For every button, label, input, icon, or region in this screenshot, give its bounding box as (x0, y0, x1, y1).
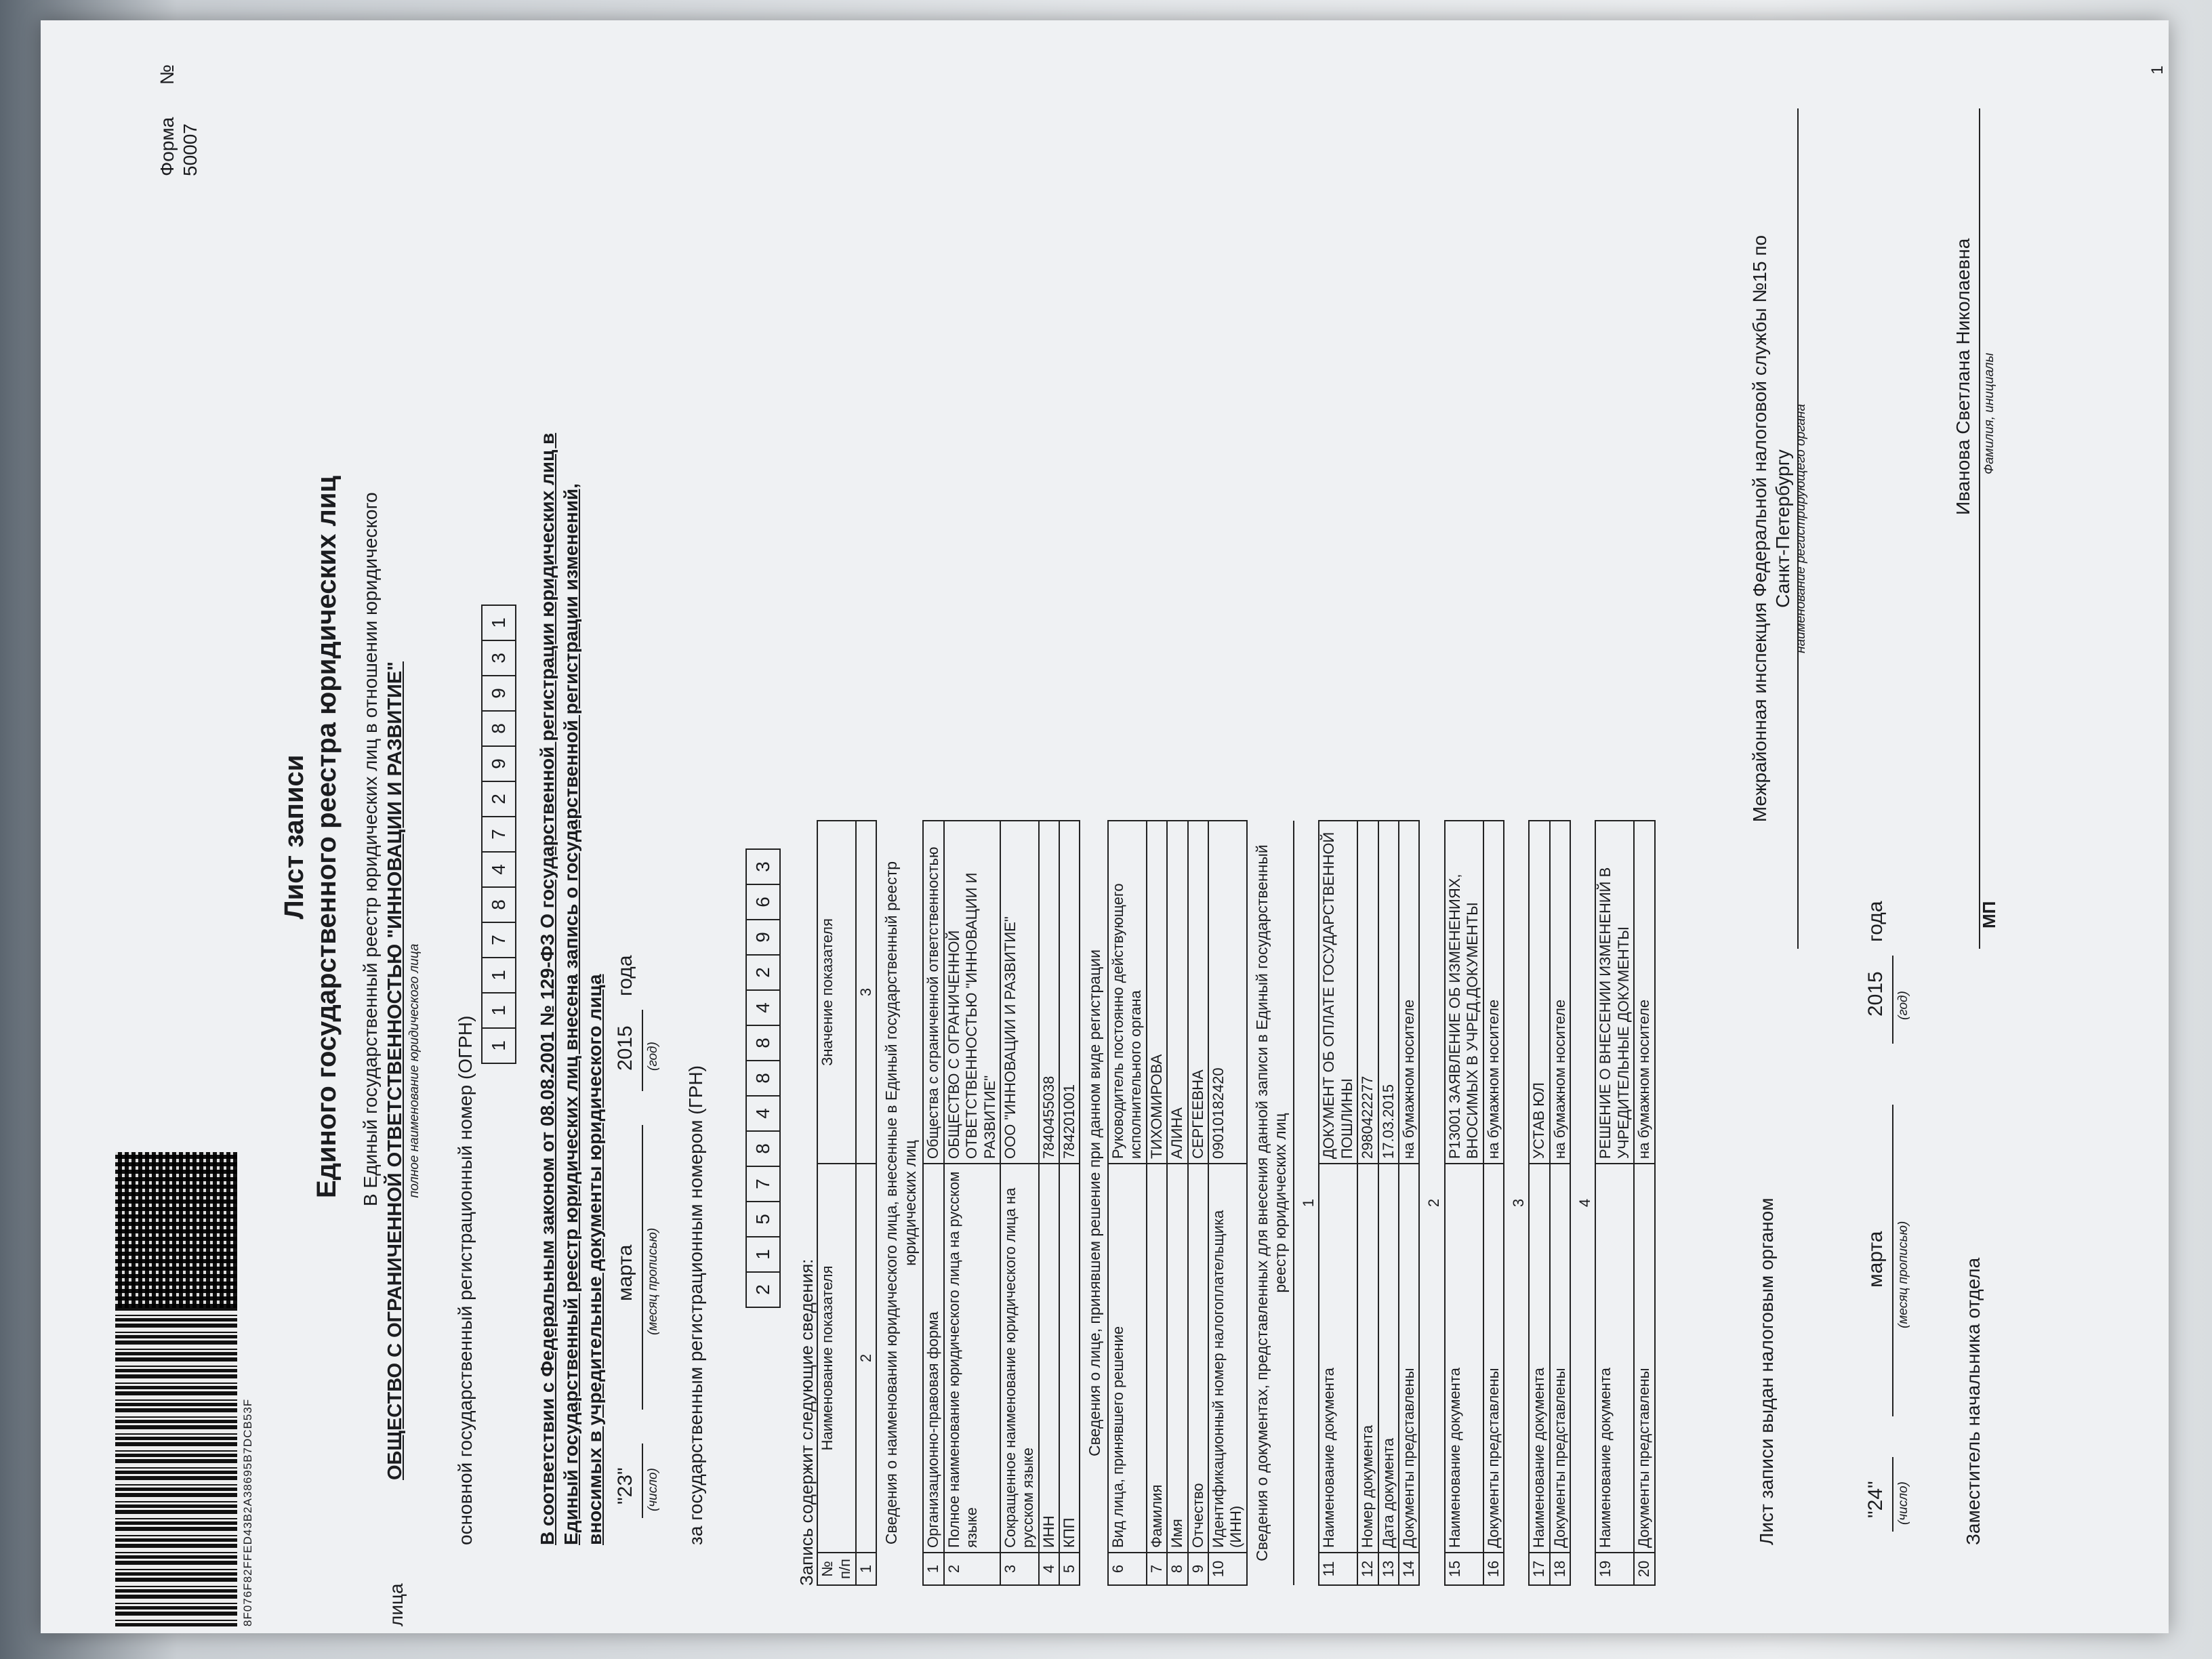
row-number: 17 (1529, 1553, 1549, 1585)
row-value: ООО "ИННОВАЦИИ И РАЗВИТИЕ" (1000, 821, 1039, 1164)
issue-year-caption: (год) (1896, 991, 1910, 1020)
names-table (922, 820, 1080, 1586)
document-sheet (41, 20, 2169, 1633)
row-value: Руководитель постоянно действующего исполнительного органа (1108, 821, 1147, 1164)
table-row (1634, 821, 1654, 1585)
col-num: № п/п (817, 1553, 856, 1585)
reg-day-caption: (число) (646, 1468, 660, 1511)
issue-year: 2015 (1864, 971, 1887, 1017)
row-value: ТИХОМИРОВА (1147, 821, 1167, 1164)
form-label-text: Форма (157, 117, 178, 176)
ogrn-digit: 7 (481, 816, 516, 853)
doc-group-4: 4 (1570, 821, 1595, 1585)
row-number: 9 (1188, 1553, 1208, 1585)
signer-position: Заместитель начальника отдела (1963, 1257, 1984, 1545)
row-name: Имя (1167, 1164, 1187, 1553)
table-row (1483, 821, 1504, 1585)
grn-digit: 4 (745, 1095, 781, 1132)
row-name: Организационно-правовая форма (923, 1164, 943, 1553)
doc-group-3: 3 (1504, 821, 1529, 1585)
ogrn-digit: 4 (481, 851, 516, 888)
table-row (1167, 821, 1187, 1585)
row-value: СЕРГЕЕВНА (1188, 821, 1208, 1164)
law-line1: В соответствии с Федеральным законом от 08.08.2001 № 129-ФЗ О государственной регистрации юридических лиц в (537, 432, 558, 1545)
row-name: Вид лица, принявшего решение (1108, 1164, 1147, 1553)
grn-label: за государственным регистрационным номером (ГРН) (685, 1065, 706, 1545)
reg-year-suffix: года (614, 955, 636, 996)
row-name: Отчество (1188, 1164, 1208, 1553)
row-number: 19 (1595, 1553, 1634, 1585)
table-row (1529, 821, 1549, 1585)
grn-digit: 8 (745, 1060, 781, 1097)
company-full-name: ОБЩЕСТВО С ОГРАНИЧЕННОЙ ОТВЕТСТВЕННОСТЬЮ "ИННОВАЦИИ И РАЗВИТИЕ" (384, 661, 406, 1480)
row-name: Фамилия (1147, 1164, 1167, 1553)
authority-caption: наименование регистрирующего органа (1794, 404, 1809, 653)
issue-day-caption: (число) (1896, 1481, 1910, 1525)
doc-group-1: 1 (1294, 821, 1319, 1585)
row-value: АЛИНА (1167, 821, 1187, 1164)
signer-caption: Фамилия, инициалы (1982, 352, 1996, 474)
grn-digits (745, 850, 781, 1308)
row-name: Полное наименование юридического лица на русском языке (944, 1164, 1000, 1553)
ogrn-digit: 3 (481, 640, 516, 676)
barcode (115, 1139, 258, 1626)
table-row (1378, 821, 1399, 1585)
row-name: КПП (1059, 1164, 1080, 1553)
reg-month: марта (614, 1244, 636, 1301)
documents-table (1293, 820, 1656, 1586)
row-number: 8 (1167, 1553, 1187, 1585)
row-number: 13 (1378, 1553, 1399, 1585)
section-title-names: Сведения о наименовании юридического лица, внесенные в Единый государственный реестр юридических лиц (882, 861, 919, 1545)
row-number: 12 (1357, 1553, 1378, 1585)
record-table-block (817, 820, 1656, 1586)
row-number: 16 (1483, 1553, 1504, 1585)
reg-year: 2015 (614, 1025, 636, 1071)
ogrn-digit: 8 (481, 886, 516, 923)
row-value: Р13001 ЗАЯВЛЕНИЕ ОБ ИЗМЕНЕНИЯХ, ВНОСИМЫХ В УЧРЕД.ДОКУМЕНТЫ (1445, 821, 1483, 1164)
table-row (1357, 821, 1378, 1585)
row-number: 6 (1108, 1553, 1147, 1585)
row-value: УСТАВ ЮЛ (1529, 821, 1549, 1164)
table-row (1059, 821, 1080, 1585)
col-idx-1: 1 (856, 1553, 876, 1585)
company-caption: полное наименование юридического лица (407, 943, 422, 1198)
table-row (1550, 821, 1570, 1585)
issued-label: Лист записи выдан налоговым органом (1756, 1197, 1777, 1545)
row-value: на бумажном носителе (1399, 821, 1419, 1164)
reg-day: "23" (614, 1467, 636, 1504)
title-line1: Лист записи (279, 754, 309, 920)
table-row (1188, 821, 1208, 1585)
issue-date (1864, 786, 1918, 1532)
col-name: Наименование показателя (817, 1164, 856, 1553)
grn-digit: 8 (745, 1025, 781, 1061)
ogrn-digit: 2 (481, 781, 516, 817)
row-number: 1 (923, 1553, 943, 1585)
table-row (1147, 821, 1167, 1585)
law-line3: вносимых в учредительные документы юридического лица (584, 974, 605, 1545)
intro-line2: лица (386, 1583, 407, 1626)
law-paragraph (535, 433, 607, 1545)
table-row (1319, 821, 1357, 1585)
row-name: Наименование документа (1595, 1164, 1634, 1553)
row-number: 7 (1147, 1553, 1167, 1585)
row-value: 09010182420 (1208, 821, 1247, 1164)
company-block (384, 596, 423, 1545)
row-value: РЕШЕНИЕ О ВНЕСЕНИИ ИЗМЕНЕНИЙ В УЧРЕДИТЕЛЬНЫЕ ДОКУМЕНТЫ (1595, 821, 1634, 1164)
section-title-documents: Сведения о документах, представленных для внесения данной записи в Единый государственный реестр юридических лиц (1252, 844, 1290, 1561)
grn-digit: 8 (745, 1130, 781, 1167)
row-name: Наименование документа (1445, 1164, 1483, 1553)
table-row (1208, 821, 1247, 1585)
row-number: 20 (1634, 1553, 1654, 1585)
table-row (1039, 821, 1059, 1585)
grn-digit: 2 (745, 954, 781, 991)
section-title-applicant: Сведения о лице, принявшем решение при данном виде регистрации (1086, 949, 1104, 1456)
grn-digit: 4 (745, 989, 781, 1026)
row-value: 784201001 (1059, 821, 1080, 1164)
col-idx-3: 3 (856, 821, 876, 1164)
mp-label: МП (1979, 901, 1999, 928)
col-idx-2: 2 (856, 1164, 876, 1553)
row-name: Документы представлены (1550, 1164, 1570, 1553)
row-name: Дата документа (1378, 1164, 1399, 1553)
row-name: Документы представлены (1634, 1164, 1654, 1553)
grn-digit: 6 (745, 884, 781, 920)
form-number: № 50007 (157, 64, 201, 176)
issue-year-suffix: года (1864, 901, 1887, 942)
grn-digit: 5 (745, 1201, 781, 1237)
row-value: на бумажном носителе (1483, 821, 1504, 1164)
document-page (115, 47, 2189, 1626)
col-value: Значение показателя (817, 821, 856, 1164)
row-number: 11 (1319, 1553, 1357, 1585)
form-label (156, 47, 201, 176)
record-intro: Запись содержит следующие сведения: (796, 1258, 817, 1586)
ogrn-digit: 8 (481, 710, 516, 747)
applicant-table (1107, 820, 1248, 1586)
barcode-code: 8F076F82FFED43B2A38695B7DCB53F (241, 1398, 254, 1626)
intro-line: В Единый государственный реестр юридических лиц в отношении юридического (360, 492, 381, 1206)
row-name: Наименование документа (1529, 1164, 1549, 1553)
reg-year-caption: (год) (646, 1042, 660, 1071)
grn-digit: 9 (745, 919, 781, 956)
row-name: Документы представлены (1399, 1164, 1419, 1553)
issue-day: "24" (1864, 1481, 1887, 1518)
law-line2: Единый государственный реестр юридических лиц внесена запись о государственной регистрации изменений, (560, 483, 581, 1545)
table-row (1000, 821, 1039, 1585)
issue-month: марта (1864, 1231, 1887, 1288)
row-value: Общества с ограниченной ответственностью (923, 821, 943, 1164)
table-row (944, 821, 1000, 1585)
issue-month-caption: (месяц прописью) (1896, 1221, 1910, 1328)
ogrn-digit: 7 (481, 922, 516, 958)
row-number: 2 (944, 1553, 1000, 1585)
reg-month-caption: (месяц прописью) (646, 1227, 660, 1335)
row-name: Сокращенное наименование юридического лица на русском языке (1000, 1164, 1039, 1553)
row-value: 17.03.2015 (1378, 821, 1399, 1164)
doc-group-2: 2 (1419, 821, 1444, 1585)
row-value: 7840455038 (1039, 821, 1059, 1164)
row-number: 3 (1000, 1553, 1039, 1585)
table-row (1595, 821, 1634, 1585)
row-value: ОБЩЕСТВО С ОГРАНИЧЕННОЙ ОТВЕТСТВЕННОСТЬЮ "ИННОВАЦИИ И РАЗВИТИЕ" (944, 821, 1000, 1164)
row-name: Наименование документа (1319, 1164, 1357, 1553)
grn-digit: 2 (745, 1271, 781, 1308)
row-name: Документы представлены (1483, 1164, 1504, 1553)
row-number: 15 (1445, 1553, 1483, 1585)
ogrn-digit: 9 (481, 675, 516, 712)
ogrn-digit: 1 (481, 1027, 516, 1064)
row-number: 10 (1208, 1553, 1247, 1585)
row-value: 2980422277 (1357, 821, 1378, 1164)
page-number: 1 (2148, 65, 2167, 75)
row-number: 14 (1399, 1553, 1419, 1585)
row-name: Идентификационный номер налогоплательщика (ИНН) (1208, 1164, 1247, 1553)
ogrn-digit: 9 (481, 745, 516, 782)
record-table-header (817, 820, 877, 1586)
signer-name: Иванова Светлана Николаевна (1952, 238, 1973, 515)
ogrn-digit: 1 (481, 605, 516, 641)
grn-digit: 7 (745, 1166, 781, 1202)
ogrn-label: основной государственный регистрационный номер (ОГРН) (455, 1015, 476, 1545)
row-name: ИНН (1039, 1164, 1059, 1553)
row-number: 18 (1550, 1553, 1570, 1585)
row-value: ДОКУМЕНТ ОБ ОПЛАТЕ ГОСУДАРСТВЕННОЙ ПОШЛИНЫ (1319, 821, 1357, 1164)
issuing-authority (1748, 108, 1809, 949)
table-row (1399, 821, 1419, 1585)
table-row (923, 821, 943, 1585)
row-value: на бумажном носителе (1634, 821, 1654, 1164)
row-value: на бумажном носителе (1550, 821, 1570, 1164)
document-title (278, 47, 343, 1626)
ogrn-digits (481, 606, 516, 1064)
row-number: 4 (1039, 1553, 1059, 1585)
grn-digit: 3 (745, 848, 781, 885)
row-name: Номер документа (1357, 1164, 1378, 1553)
authority-line1: Межрайонная инспекция Федеральной налоговой службы №15 по (1749, 234, 1770, 823)
title-line2: Единого государственного реестра юридических лиц (312, 475, 342, 1199)
ogrn-digit: 1 (481, 957, 516, 994)
barcode-matrix (115, 1152, 237, 1308)
grn-digit: 1 (745, 1236, 781, 1273)
row-number: 5 (1059, 1553, 1080, 1585)
registration-date (613, 908, 668, 1518)
table-row (1108, 821, 1147, 1585)
table-row (1445, 821, 1483, 1585)
ogrn-digit: 1 (481, 992, 516, 1029)
authority-line2: Санкт-Петербургу (1771, 449, 1793, 608)
